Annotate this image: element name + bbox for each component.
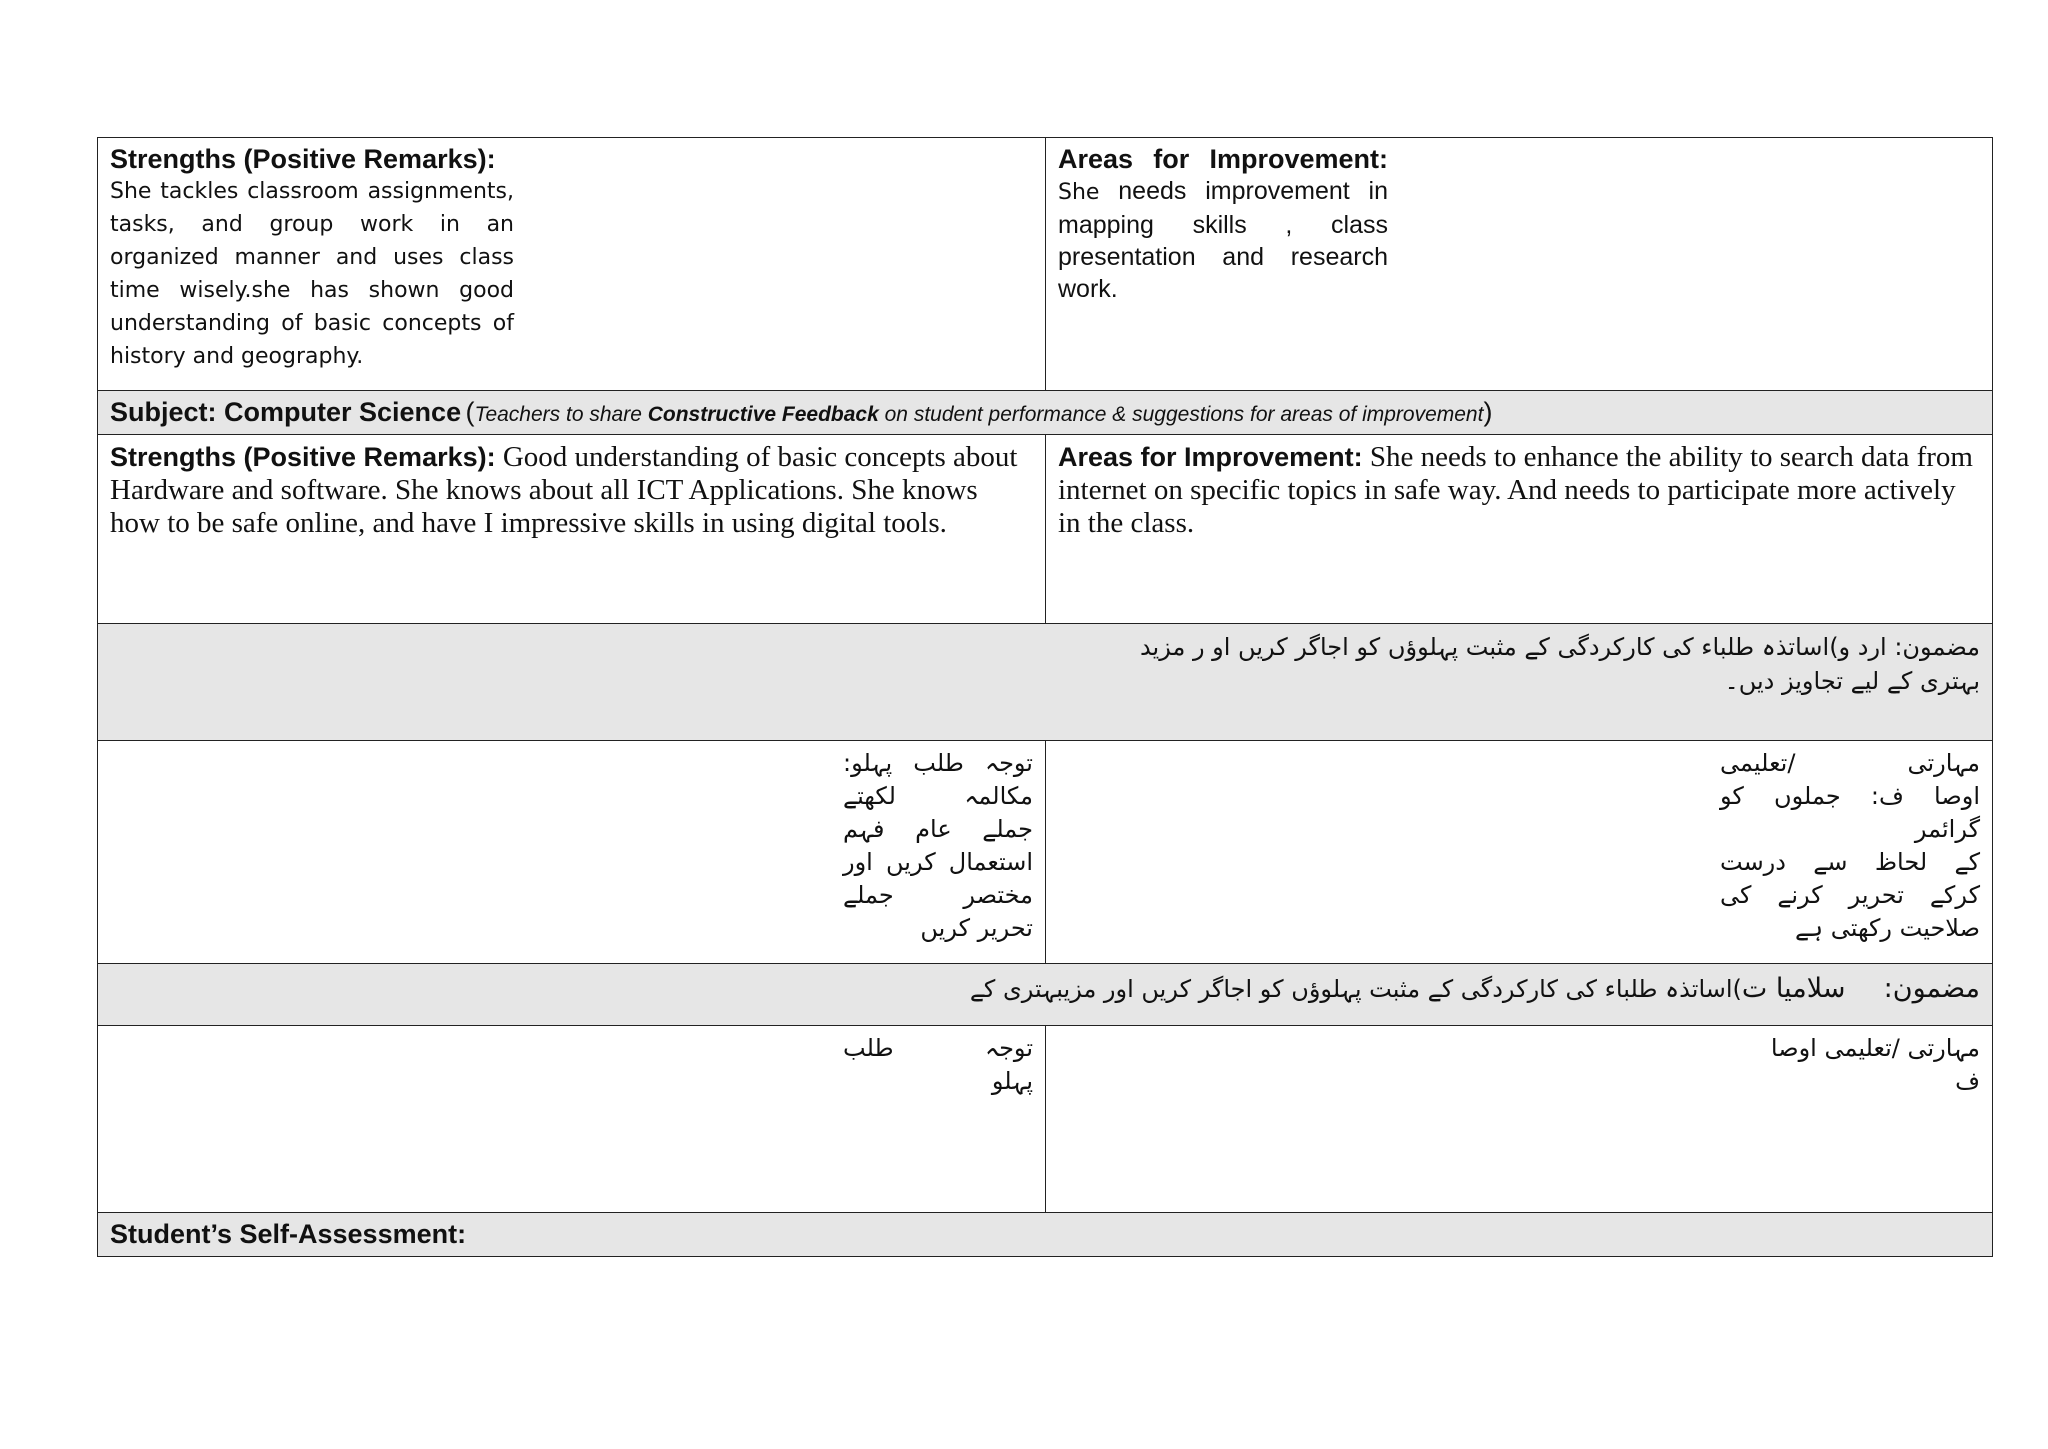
report-sheet: [97, 137, 1992, 1257]
islamiyat-attention-block: [843, 1032, 1033, 1098]
islamiyat-header-cell: [98, 964, 1993, 1026]
islamiyat-header-row: [98, 964, 1993, 1026]
computer-science-improvement-text: She needs to enhance the ability to search data from internet on specific topics in safe way. And needs to participate more actively in the class.: [1058, 441, 1973, 539]
feedback-table: [97, 137, 1993, 1257]
history-strengths-line: time wisely.she has shown good: [110, 278, 514, 303]
history-improvement-line: [1058, 175, 1388, 209]
note-bold: Constructive Feedback: [647, 403, 879, 426]
islamiyat-attention-line: پہلو: [991, 1067, 1033, 1095]
history-improvement-line-text: needs improvement in: [1118, 177, 1388, 205]
note-part2: on student performance & suggestions for areas of improvement: [878, 403, 1484, 426]
urdu-skills-cell: [1046, 741, 1993, 964]
history-strengths-line: organized manner and uses class: [110, 245, 514, 270]
history-strengths-line: She tackles classroom assignments,: [110, 179, 514, 204]
history-strengths-line: understanding of basic concepts of: [110, 311, 514, 336]
history-improvement-line: work.: [1058, 275, 1118, 303]
self-assessment-row: [98, 1213, 1993, 1257]
history-improvement-she: She: [1058, 180, 1100, 205]
computer-science-strengths-text: Good understanding of basic concepts about Hardware and software. She knows about all ICT Applications. She knows how to be safe online, and have I impressive skills in using digital tools.: [110, 441, 1018, 539]
computer-science-strengths-cell: [98, 435, 1046, 624]
computer-science-row: [98, 435, 1993, 624]
islamiyat-header-text: )اساتذہ طلباء کی کارکردگی کے مثبت پہلوؤں کو اجاگر کریں اور مزیبہتری کے: [969, 975, 1742, 1003]
history-strengths-line: history and geography.: [110, 344, 364, 369]
islamiyat-skills-cell: [1046, 1026, 1993, 1213]
history-improvement-line: mapping skills , class: [1058, 211, 1388, 239]
urdu-header-line: مضمون: ارد و)اساتذہ طلباء کی کارکردگی کے مثبت پہلوؤں کو اجاگر کریں او ر مزید: [1139, 633, 1980, 661]
urdu-skills-block: [1720, 747, 1980, 945]
islamiyat-attention-cell: [98, 1026, 1046, 1213]
history-improvement-line: presentation and research: [1058, 243, 1388, 271]
urdu-attention-line: تحریر کریں: [920, 914, 1033, 942]
note-part1: Teachers to share: [474, 403, 648, 426]
urdu-skills-line: کرکے تحریر کرنے کی: [1720, 881, 1980, 909]
urdu-feedback-row: [98, 741, 1993, 964]
urdu-skills-line: اوصا ف: جملوں کو گرائمر: [1720, 782, 1980, 843]
history-improvement-label: Areas for Improvement:: [1058, 144, 1388, 174]
history-strengths-text: [110, 175, 514, 373]
history-improvement-cell: [1046, 138, 1993, 391]
islamiyat-skills-line: ف: [1955, 1067, 1980, 1095]
history-improvement-text: [1058, 175, 1388, 305]
paren-close: ): [1483, 397, 1493, 427]
urdu-attention-block: [843, 747, 1033, 945]
islamiyat-subject-label: مضمون:: [1883, 973, 1980, 1004]
computer-science-strengths-label: Strengths (Positive Remarks):: [110, 442, 496, 472]
history-strengths-line: tasks, and group work in an: [110, 212, 514, 237]
urdu-attention-line: مختصر جملے: [843, 881, 1033, 909]
computer-science-header-cell: [98, 391, 1993, 435]
history-strengths-cell: [98, 138, 1046, 391]
urdu-attention-cell: [98, 741, 1046, 964]
urdu-skills-line: کے لحاظ سے درست: [1720, 848, 1980, 876]
islamiyat-skills-block: [1720, 1032, 1980, 1098]
urdu-attention-line: جملے عام فہم: [843, 815, 1033, 843]
computer-science-subject-label: Subject: Computer Science: [110, 397, 462, 427]
urdu-attention-line: مکالمہ لکھتے: [843, 782, 1033, 810]
urdu-skills-line: مہارتی /تعلیمی: [1720, 749, 1980, 777]
urdu-attention-line: استعمال کریں اور: [843, 848, 1033, 876]
urdu-header-cell: [98, 624, 1993, 741]
history-geography-row: [98, 138, 1993, 391]
self-assessment-label: Student’s Self-Assessment:: [110, 1219, 467, 1249]
islamiyat-subject-name: سلامیا ت: [1741, 973, 1846, 1004]
computer-science-note: [475, 403, 1484, 426]
urdu-header-row: [98, 624, 1993, 741]
history-strengths-label: Strengths (Positive Remarks):: [110, 144, 496, 174]
computer-science-improvement-label: Areas for Improvement:: [1058, 442, 1363, 472]
islamiyat-attention-line: توجہ طلب: [843, 1034, 1033, 1062]
computer-science-improvement-cell: [1046, 435, 1993, 624]
self-assessment-cell: [98, 1213, 1993, 1257]
islamiyat-feedback-row: [98, 1026, 1993, 1213]
urdu-attention-line: توجہ طلب پہلو:: [843, 749, 1033, 777]
urdu-skills-line: صلاحیت رکھتی ہے: [1794, 914, 1980, 942]
urdu-header-line: بہتری کے لیے تجاویز دیں۔: [1724, 667, 1980, 695]
islamiyat-skills-line: مہارتی /تعلیمی اوصا: [1770, 1034, 1980, 1062]
computer-science-header-row: [98, 391, 1993, 435]
paren-open: (: [465, 397, 475, 427]
